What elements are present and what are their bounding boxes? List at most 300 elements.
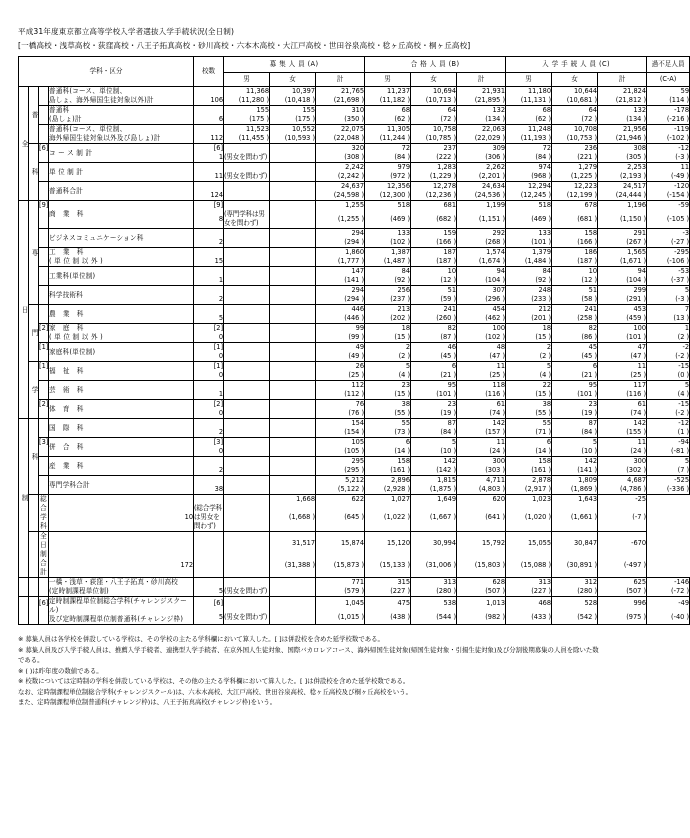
cell-value-previous <box>270 485 316 495</box>
paren-open: ( <box>436 153 439 161</box>
paren-value: 1,671 ) <box>622 257 647 265</box>
cell-value-previous <box>224 390 270 400</box>
paren-value: 116 ) <box>487 390 506 398</box>
cell-value-current: 1,649 <box>411 495 457 505</box>
school-count-bracket <box>39 305 49 315</box>
cell-value-current: 158 <box>506 457 552 467</box>
cell-value-previous <box>598 257 647 267</box>
cell-value-current: 11 <box>457 438 506 448</box>
cell-value-current: 84 <box>365 267 411 277</box>
cell-value-current: 142 <box>552 457 598 467</box>
school-count-bracket <box>39 163 49 173</box>
document-subtitle: [一橋高校・浅草高校・荻窪高校・八王子拓真高校・砂川高校・六本木高校・大江戸高校・世田谷泉高校・稔ヶ丘高校・桐ヶ丘高校] <box>18 41 471 50</box>
school-count-value: 0 <box>194 409 224 419</box>
table-row <box>19 163 690 173</box>
table-row <box>19 229 690 239</box>
cell-value-previous <box>598 314 647 324</box>
school-count <box>194 419 224 429</box>
paren-open: ( <box>390 314 393 322</box>
cell-value-current: 94 <box>457 267 506 277</box>
cell-value-previous <box>506 447 552 457</box>
cell-value-current: 22 <box>506 381 552 391</box>
cell-value-current <box>270 578 316 588</box>
cell-value-current: 11,180 <box>506 87 552 97</box>
category-label-vertical: 全 <box>19 87 29 201</box>
cell-value-previous <box>506 238 552 248</box>
cell-value-current: 2,253 <box>598 163 647 173</box>
paren-open: ( <box>485 587 488 595</box>
footnote-5: また、定時制課程単位制普通科(チャレンジ枠)は、八王子拓真高校(チャレンジ枠)をいう。 <box>18 698 277 706</box>
cell-value-current: 132 <box>598 106 647 116</box>
paren-open: ( <box>485 295 488 303</box>
paren-value: 681 ) <box>579 214 598 223</box>
cell-value-previous <box>552 191 598 201</box>
row-label-line: 全 日 制 合 計 <box>40 532 47 576</box>
school-count-value: 0 <box>194 352 224 362</box>
cell-value-current: 11,237 <box>365 87 411 97</box>
cell-value-current <box>270 229 316 239</box>
category-label-vertical <box>19 578 29 597</box>
paren-value: 1,487 ) <box>386 257 411 265</box>
paren-value: 15,873 ) <box>336 561 365 570</box>
cell-value-previous <box>411 210 457 229</box>
cell-value-previous <box>411 352 457 362</box>
paren-open: ( <box>615 191 619 199</box>
cell-value-previous <box>598 504 647 532</box>
paren-open: ( <box>570 172 574 180</box>
school-count-bracket-spacer <box>39 134 49 144</box>
paren-open: ( <box>675 352 678 360</box>
paren-value: 21,895 ) <box>477 96 506 104</box>
cell-value-current: 295 <box>316 457 365 467</box>
cell-value-previous <box>647 333 690 343</box>
cell-value-current: 142 <box>411 457 457 467</box>
paren-value: 15,133 ) <box>382 561 411 570</box>
cell-value-current: 55 <box>506 419 552 429</box>
paren-value: 4,803 ) <box>481 485 506 493</box>
cell-value-previous <box>270 134 316 144</box>
cell-value-previous <box>647 238 690 248</box>
paren-value: 267 ) <box>628 238 647 246</box>
school-count-bracket-spacer <box>39 210 49 229</box>
row-label-line: 及び定時制課程単位制普通科(チャレンジ枠) <box>49 615 184 623</box>
cell-value-previous <box>457 210 506 229</box>
school-count <box>194 87 224 97</box>
table-row <box>19 532 690 555</box>
cell-value-previous <box>270 333 316 343</box>
paren-value: 15 ) <box>537 390 552 398</box>
cell-value-current: 979 <box>365 163 411 173</box>
school-count-value: 0 <box>194 333 224 343</box>
cell-value-previous <box>224 447 270 457</box>
paren-value: -336 ) <box>669 485 690 493</box>
paren-value: -106 ) <box>669 257 690 265</box>
cell-value-current: 158 <box>552 229 598 239</box>
cell-value-current <box>270 457 316 467</box>
cell-value-previous <box>598 238 647 248</box>
cell-value-current: 248 <box>506 286 552 296</box>
cell-value-previous <box>506 333 552 343</box>
cell-value-current: 187 <box>411 248 457 258</box>
paren-open: ( <box>539 371 543 379</box>
paren-open: ( <box>344 238 347 246</box>
cell-value-current: 23 <box>411 400 457 410</box>
paren-value: -2 ) <box>677 352 690 360</box>
school-count-bracket-spacer <box>39 115 49 125</box>
paren-value: 295 ) <box>346 466 365 474</box>
school-count <box>194 163 224 173</box>
cell-value-previous <box>411 115 457 125</box>
paren-value: -3 ) <box>677 153 690 161</box>
cell-value-previous <box>457 428 506 438</box>
cell-value-previous <box>411 466 457 476</box>
row-label-line: 専門学科合計 <box>49 480 90 489</box>
paren-open: ( <box>531 295 534 303</box>
paren-value: 72 ) <box>442 115 457 123</box>
cell-value-previous <box>598 587 647 597</box>
school-count <box>194 229 224 239</box>
cell-value-previous <box>270 504 316 532</box>
paren-value: 1,869 ) <box>573 485 598 493</box>
cell-value-current: 112 <box>316 381 365 391</box>
header-c-total: 計 <box>598 73 647 87</box>
cell-value-current <box>270 419 316 429</box>
paren-value: 175 ) <box>251 115 270 123</box>
cell-value-previous <box>598 172 647 182</box>
cell-value-previous <box>506 555 552 578</box>
paren-open: ( <box>535 447 538 455</box>
cell-value-previous <box>411 371 457 381</box>
school-count-value: 8 <box>194 210 224 229</box>
cell-value-previous <box>647 611 690 625</box>
cell-value-current: 22,063 <box>457 125 506 135</box>
cell-value-current: 292 <box>457 229 506 239</box>
paren-value: 134 ) <box>628 115 647 123</box>
cell-value-previous <box>270 238 316 248</box>
cell-value-previous <box>506 314 552 324</box>
cell-value-current <box>270 201 316 211</box>
cell-value-current <box>224 457 270 467</box>
paren-value: 72 ) <box>583 115 598 123</box>
row-label <box>49 305 194 324</box>
table-row <box>19 457 690 467</box>
cell-value-previous <box>506 485 552 495</box>
paren-value: 350 ) <box>346 115 365 123</box>
cell-value-current: 117 <box>598 381 647 391</box>
cell-value-previous <box>365 587 411 597</box>
paren-open: ( <box>429 513 433 521</box>
cell-value-current: 10,758 <box>411 125 457 135</box>
paren-open: ( <box>284 134 288 142</box>
cell-value-previous <box>270 172 316 182</box>
cell-value-current: 64 <box>552 106 598 116</box>
cell-value-previous <box>506 587 552 597</box>
paren-value: 268 ) <box>487 238 506 246</box>
paren-open: ( <box>478 485 482 493</box>
cell-value-current: 82 <box>552 324 598 334</box>
cell-value-previous <box>365 96 411 106</box>
row-label-line: (定時制課程単位制) <box>49 587 109 595</box>
cell-value-previous <box>270 447 316 457</box>
school-count-bracket-spacer <box>39 257 49 267</box>
cell-value-current: -119 <box>647 125 690 135</box>
school-count-bracket-spacer <box>39 611 49 625</box>
cell-value-current <box>224 144 270 154</box>
cell-value-current: 186 <box>552 248 598 258</box>
cell-value-previous <box>552 409 598 419</box>
paren-open: ( <box>485 276 488 284</box>
cell-value-current: 468 <box>506 597 552 611</box>
paren-open: ( <box>626 153 629 161</box>
cell-value-previous <box>270 115 316 125</box>
paren-value: 92 ) <box>396 276 411 284</box>
paren-open: ( <box>344 447 347 455</box>
row-label <box>49 362 194 381</box>
cell-value-current <box>270 381 316 391</box>
cell-value-previous <box>224 504 270 532</box>
paren-open: ( <box>436 238 439 246</box>
cell-value-previous <box>506 115 552 125</box>
paren-value: -497 ) <box>626 561 647 570</box>
header-group-a: 募 集 人 員 (A) <box>224 57 365 73</box>
paren-value: 187 ) <box>438 257 457 265</box>
cell-value-previous <box>457 314 506 324</box>
paren-open: ( <box>615 134 619 142</box>
paren-value: 202 ) <box>392 314 411 322</box>
cell-value-previous <box>411 153 457 163</box>
paren-value: 15 ) <box>396 390 411 398</box>
paren-open: ( <box>436 466 439 474</box>
paren-open: ( <box>531 238 534 246</box>
cell-value-current: 30,847 <box>552 532 598 555</box>
cell-value-current <box>270 286 316 296</box>
paren-value: 142 ) <box>438 466 457 474</box>
paren-value: 280 ) <box>438 587 457 595</box>
paren-value: -102 ) <box>669 134 690 142</box>
cell-value-previous <box>552 238 598 248</box>
school-count <box>194 286 224 296</box>
paren-value: 11,193 ) <box>523 134 552 142</box>
paren-value: 682 ) <box>438 214 457 223</box>
row-label <box>49 106 194 125</box>
cell-value-current: 55 <box>365 419 411 429</box>
cell-value-previous <box>506 504 552 532</box>
footnote-2: ※ ( )は昨年度の数値である。 <box>18 666 103 675</box>
paren-open: ( <box>531 587 534 595</box>
cell-value-previous <box>457 295 506 305</box>
paren-open: ( <box>566 561 570 570</box>
header-a-total: 計 <box>316 73 365 87</box>
cell-value-previous <box>316 210 365 229</box>
paren-open: ( <box>570 485 574 493</box>
cell-value-previous <box>647 172 690 182</box>
row-label-line: 産 業 科 <box>49 461 86 470</box>
paren-value: 12,245 ) <box>523 191 552 199</box>
table-row <box>19 125 690 135</box>
school-count-bracket-spacer <box>39 409 49 419</box>
paren-value: 222 ) <box>438 153 457 161</box>
cell-value-previous <box>316 352 365 362</box>
cell-value-previous <box>365 295 411 305</box>
cell-value-current: -25 <box>598 495 647 505</box>
school-count: [1] <box>194 362 224 372</box>
cell-value-current: 974 <box>506 163 552 173</box>
school-count-bracket <box>39 106 49 116</box>
paren-value: 4 ) <box>680 390 690 398</box>
paren-open: ( <box>333 134 337 142</box>
paren-value: 303 ) <box>487 466 506 474</box>
cell-value-previous <box>316 115 365 125</box>
paren-value: 58 ) <box>583 295 598 303</box>
table-row <box>19 362 690 372</box>
cell-value-current: 22,075 <box>316 125 365 135</box>
paren-value: 507 ) <box>628 587 647 595</box>
paren-value: 24 ) <box>633 447 647 455</box>
cell-value-current <box>224 419 270 429</box>
paren-open: ( <box>390 172 393 180</box>
cell-value-current: 241 <box>411 305 457 315</box>
cell-value-previous <box>598 115 647 125</box>
paren-value: 11,131 ) <box>523 96 552 104</box>
paren-open: ( <box>284 561 288 570</box>
paren-value: 73 ) <box>396 428 411 436</box>
cell-value-current: 1,196 <box>598 201 647 211</box>
paren-value: 302 ) <box>628 466 647 474</box>
row-label <box>49 438 194 457</box>
paren-value: 280 ) <box>579 587 598 595</box>
cell-value-previous <box>316 314 365 324</box>
cell-value-current <box>194 532 224 555</box>
cell-value-previous <box>457 191 506 201</box>
cell-value-current <box>224 324 270 334</box>
paren-open: ( <box>577 587 580 595</box>
paren-open: ( <box>570 513 574 521</box>
paren-value: 641 ) <box>487 513 506 521</box>
cell-value-current: 11,305 <box>365 125 411 135</box>
cell-value-previous <box>552 276 598 286</box>
cell-value-previous <box>365 611 411 625</box>
cell-value-current <box>224 495 270 505</box>
school-count-value: 5 <box>194 314 224 324</box>
paren-open: ( <box>474 96 478 104</box>
cell-value-current: 308 <box>598 144 647 154</box>
cell-value-current: 59 <box>647 87 690 97</box>
school-count-value: 6 <box>194 115 224 125</box>
row-label-line: 普通科合計 <box>49 186 83 195</box>
row-label <box>49 125 194 144</box>
admission-table <box>18 56 690 625</box>
row-label-line: (単位制以外) <box>49 333 106 341</box>
paren-value: 446 ) <box>346 314 365 322</box>
paren-open: ( <box>531 214 534 223</box>
school-count <box>49 532 194 555</box>
cell-value-current: 518 <box>365 201 411 211</box>
cell-value-current: 105 <box>316 438 365 448</box>
cell-value-previous <box>552 555 598 578</box>
cell-value-current: 241 <box>552 305 598 315</box>
cell-value-current: -178 <box>647 106 690 116</box>
paren-open: ( <box>577 390 580 398</box>
table-row <box>19 438 690 448</box>
cell-value-previous <box>457 172 506 182</box>
paren-value: 74 ) <box>633 409 647 417</box>
cell-value-current: 155 <box>270 106 316 116</box>
cell-value-previous <box>316 466 365 476</box>
table-row <box>19 476 690 486</box>
paren-open: ( <box>344 153 347 161</box>
table-row <box>19 597 690 611</box>
table-row <box>19 400 690 410</box>
paren-open: ( <box>394 428 397 436</box>
cell-value-previous <box>598 276 647 286</box>
cell-value-current: 10,694 <box>411 87 457 97</box>
school-count-bracket <box>39 229 49 239</box>
paren-open: ( <box>626 115 629 123</box>
paren-open: ( <box>249 115 252 123</box>
school-count <box>49 495 194 505</box>
paren-open: ( <box>436 257 439 265</box>
paren-value: 25 ) <box>633 371 647 379</box>
cell-value-current: 2 <box>365 343 411 353</box>
paren-open: ( <box>394 115 397 123</box>
cell-value-current: 61 <box>457 400 506 410</box>
cell-value-current: 11 <box>598 438 647 448</box>
paren-open: ( <box>440 352 443 360</box>
cell-value-previous <box>598 611 647 625</box>
paren-open: ( <box>238 134 242 142</box>
cell-value-previous <box>224 352 270 362</box>
cell-value-current: 94 <box>598 267 647 277</box>
cell-value-previous <box>506 428 552 438</box>
paren-open: ( <box>440 115 443 123</box>
cell-value-previous <box>598 466 647 476</box>
cell-value-previous <box>647 210 690 229</box>
cell-value-current <box>224 182 270 192</box>
paren-open: ( <box>626 587 629 595</box>
paren-open: ( <box>344 466 347 474</box>
category-label-vertical: 普 <box>29 87 39 144</box>
school-count-bracket: [6] <box>39 597 49 611</box>
cell-value-previous <box>647 115 690 125</box>
paren-value: 31,006 ) <box>428 561 457 570</box>
header-row-group <box>19 57 690 73</box>
cell-value-current: 11 <box>457 362 506 372</box>
paren-value: -72 ) <box>673 587 690 595</box>
paren-value: 2,242 ) <box>340 172 365 180</box>
inline-note: (男女を問わず) <box>224 172 270 182</box>
cell-value-previous <box>270 390 316 400</box>
cell-value-previous <box>270 555 316 578</box>
cell-value-previous <box>457 134 506 144</box>
school-count-bracket-spacer <box>39 295 49 305</box>
paren-value: 101 ) <box>579 390 598 398</box>
paren-value: 296 ) <box>487 295 506 303</box>
row-label <box>49 229 194 248</box>
paren-open: ( <box>531 172 534 180</box>
cell-value-previous <box>506 466 552 476</box>
school-count-bracket <box>39 87 49 97</box>
cell-value-current: 159 <box>411 229 457 239</box>
row-label-line: 農 業 科 <box>49 309 86 318</box>
cell-value-current: 518 <box>506 201 552 211</box>
cell-value-current: 15,792 <box>457 532 506 555</box>
school-count <box>194 457 224 467</box>
school-count: [2] <box>194 400 224 410</box>
paren-open: ( <box>539 352 543 360</box>
paren-open: ( <box>440 333 443 341</box>
cell-value-previous <box>365 153 411 163</box>
paren-open: ( <box>669 96 672 104</box>
